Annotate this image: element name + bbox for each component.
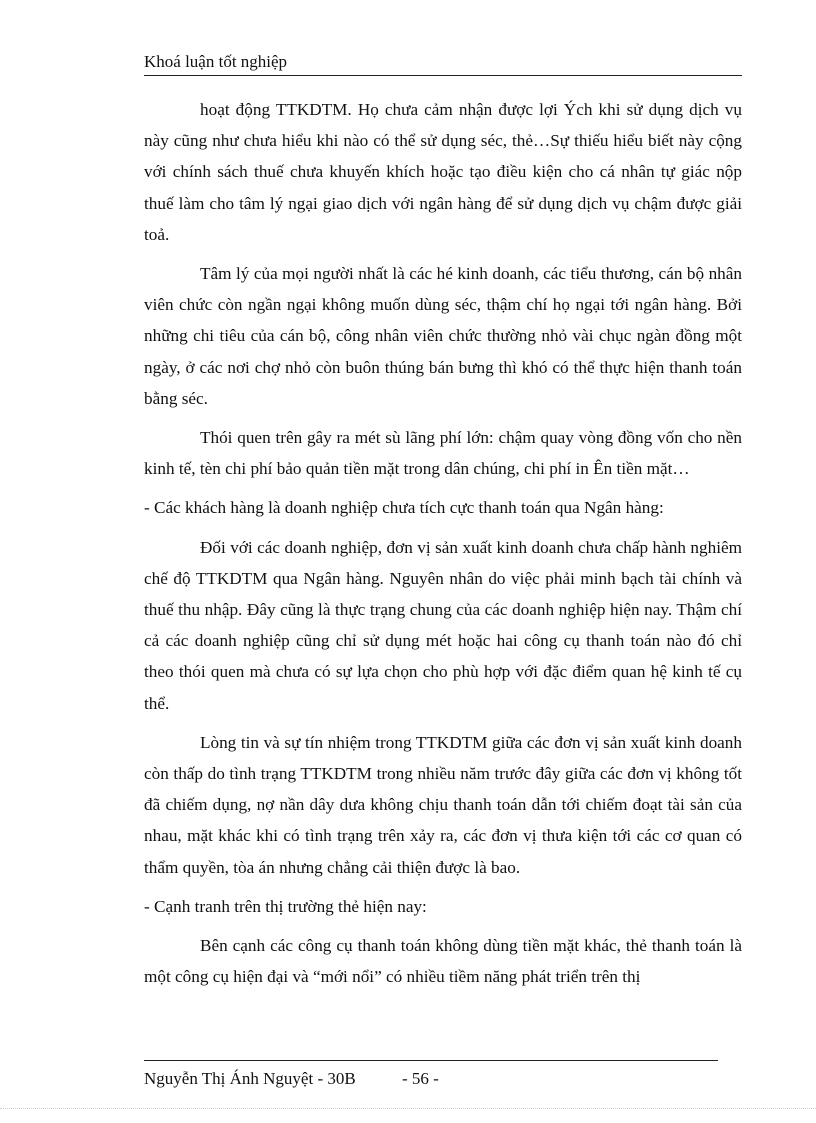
header-title: Khoá luận tốt nghiệp	[144, 52, 288, 71]
bullet-enterprise-customers: - Các khách hàng là doanh nghiệp chưa tích cực thanh toán qua Ngân hàng:	[144, 498, 664, 518]
footer-author: Nguyễn Thị Ánh Nguyệt - 30B	[144, 1069, 356, 1088]
page-footer	[144, 1068, 439, 1090]
header-rule	[144, 75, 742, 76]
paragraph-card-payment: Bên cạnh các công cụ thanh toán không dùng tiền mặt khác, thẻ thanh toán là một công cụ hiện đại và “mới nổi” có nhiều tiềm năng phát triển trên thị	[144, 936, 742, 987]
paragraph-psychology: Tâm lý của mọi người nhất là các hé kinh doanh, các tiểu thương, cán bộ nhân viên chức còn ngần ngại không muốn dùng séc, thậm chí họ ngại tới ngân hàng. Bởi những chi tiêu của cán bộ, công nhân viên chức thường nhỏ vài chục ngàn đồng một ngày, ở các nơi chợ nhỏ còn buôn thúng bán bưng thì khó có thể thực hiện thanh toán bằng séc.	[144, 264, 742, 408]
document-body	[144, 94, 742, 1000]
page-number: - 56 -	[401, 1069, 439, 1088]
paragraph-habit: Thói quen trên gây ra mét sù lãng phí lớn: chậm quay vòng đồng vốn cho nền kinh tế, tèn chi phí bảo quản tiền mặt trong dân chúng, chi phí in Ên tiền mặt…	[144, 428, 742, 479]
paragraph-trust: Lòng tin và sự tín nhiệm trong TTKDTM giữa các đơn vị sản xuất kinh doanh còn thấp do tình trạng TTKDTM trong nhiều năm trước đây giữa các đơn vị không tốt đã chiếm dụng, nợ nần dây dưa không chịu thanh toán dẫn tới chiếm đoạt tài sản của nhau, mặt khác khi có tình trạng trên xảy ra, các đơn vị thưa kiện tới các cơ quan có thẩm quyền, tòa án nhưng chẳng cải thiện được là bao.	[144, 732, 742, 877]
bullet-card-competition: - Cạnh tranh trên thị trường thẻ hiện nay:	[144, 896, 427, 916]
paragraph-continuation: hoạt động TTKDTM. Họ chưa cảm nhận được lợi Ých khi sử dụng dịch vụ này cũng như chưa hiểu khi nào có thể sử dụng séc, thẻ…Sự thiếu hiểu biết này cộng với chính sách thuế chưa khuyến khích hoặc tạo điều kiện cho cá nhân tự giác nộp thuế làm cho tâm lý ngại giao dịch với ngân hàng để sử dụng dịch vụ chậm được giải toả.	[144, 100, 742, 244]
paragraph-enterprises: Đối với các doanh nghiệp, đơn vị sản xuất kinh doanh chưa chấp hành nghiêm chế độ TTKDTM qua Ngân hàng. Nguyên nhân do việc phải minh bạch tài chính và thuế thu nhập. Đây cũng là thực trạng chung của các doanh nghiệp hiện nay. Thậm chí cả các doanh nghiệp cũng chỉ sử dụng mét hoặc hai công cụ thanh toán nào đó chỉ theo thói quen mà chưa có sự lựa chọn cho phù hợp với đặc điểm quan hệ kinh tế cụ thể.	[144, 537, 742, 713]
footer-rule	[144, 1060, 718, 1061]
page-edge-divider	[0, 1108, 816, 1109]
